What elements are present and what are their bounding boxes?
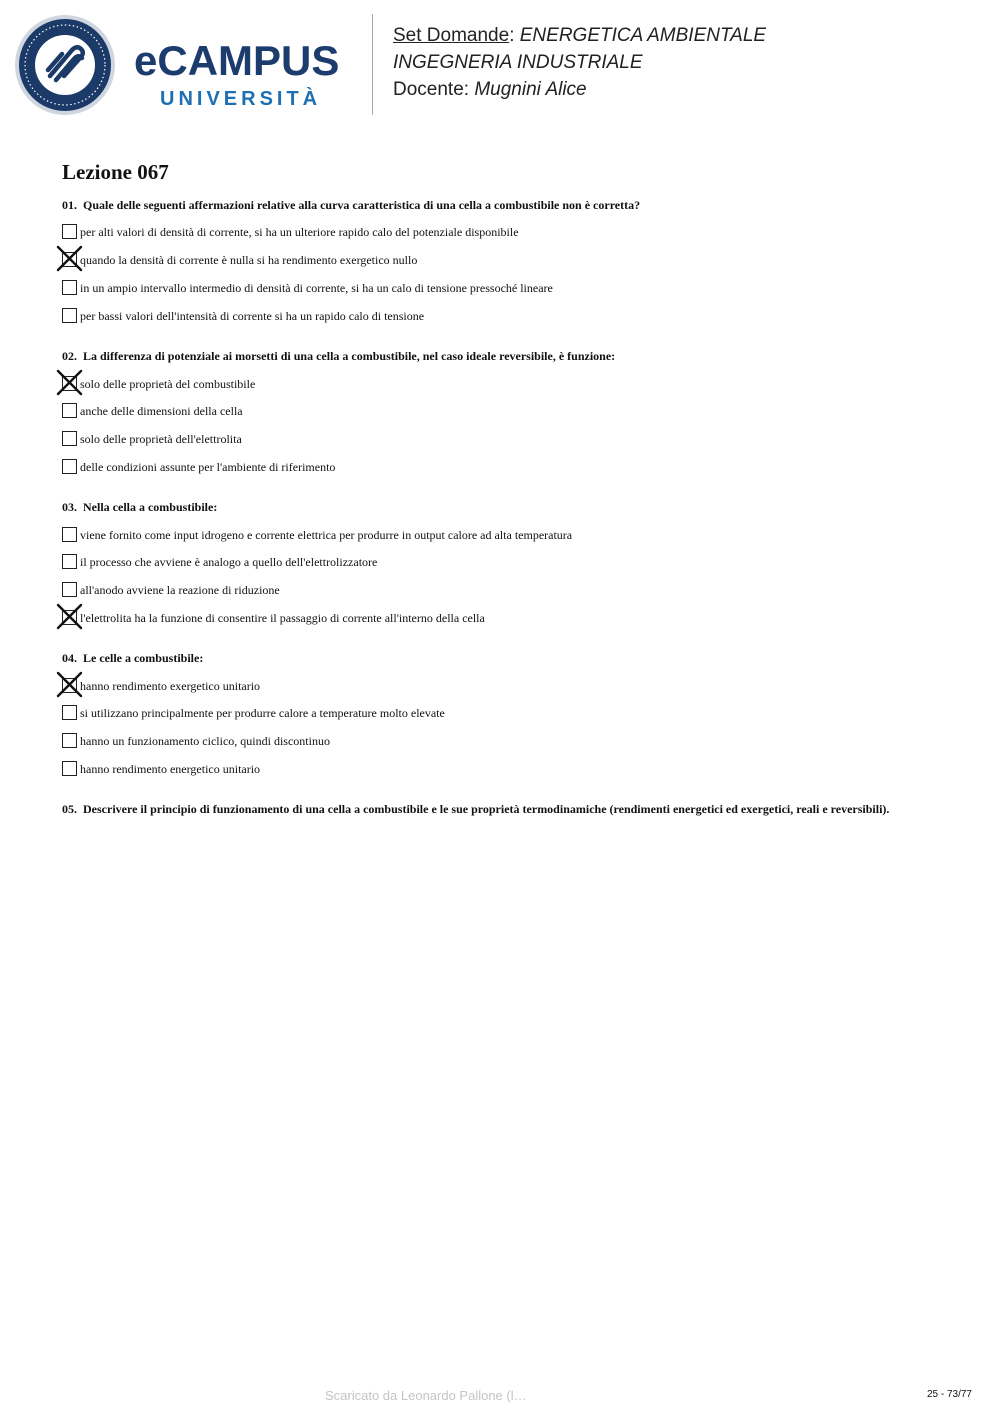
answer-option[interactable] — [62, 224, 882, 240]
question-text — [62, 198, 892, 212]
question-text — [62, 500, 892, 514]
set-separator: : — [509, 25, 515, 46]
question-number: 01. — [62, 198, 77, 212]
answer-checkbox[interactable] — [62, 733, 77, 748]
answer-option[interactable] — [62, 761, 882, 777]
brand-name: eCAMPUS — [134, 37, 340, 84]
answer-text: hanno un funzionamento ciclico, quindi discontinuo — [80, 734, 330, 748]
check-cross-icon — [56, 245, 83, 272]
answer-option[interactable] — [62, 554, 882, 570]
answer-checkbox[interactable] — [62, 308, 77, 323]
answer-text: anche delle dimensioni della cella — [80, 404, 243, 418]
answer-text: per bassi valori dell'intensità di corrente si ha un rapido calo di tensione — [80, 309, 425, 323]
question-text — [62, 349, 892, 363]
answer-checkbox[interactable] — [62, 554, 77, 569]
answer-option[interactable] — [62, 678, 882, 694]
answer-text: solo delle proprietà dell'elettrolita — [80, 432, 242, 446]
answer-checkbox[interactable] — [62, 705, 77, 720]
answer-text: l'elettrolita ha la funzione di consentire il passaggio di corrente all'interno della cella — [80, 611, 485, 625]
question-text — [62, 802, 892, 816]
answer-checkbox[interactable] — [62, 527, 77, 542]
teacher-label: Docente: — [393, 79, 470, 100]
answer-checkbox[interactable] — [62, 431, 77, 446]
answer-option[interactable] — [62, 582, 882, 598]
answer-option[interactable] — [62, 705, 882, 721]
check-cross-icon — [56, 369, 83, 396]
degree-name: INGEGNERIA INDUSTRIALE — [393, 52, 643, 73]
course-info — [393, 22, 983, 103]
answer-option[interactable] — [62, 733, 882, 749]
answer-option[interactable] — [62, 403, 882, 419]
answer-text: hanno rendimento exergetico unitario — [80, 679, 261, 693]
answer-checkbox[interactable] — [62, 582, 77, 597]
answer-checkbox[interactable] — [62, 761, 77, 776]
answer-text: quando la densità di corrente è nulla si ha rendimento exergetico nullo — [80, 253, 418, 267]
set-label: Set Domande — [393, 25, 510, 46]
teacher-line — [393, 76, 983, 103]
answer-text: per alti valori di densità di corrente, si ha un ulteriore rapido calo del potenziale disponibile — [80, 225, 519, 239]
question-body: Quale delle seguenti affermazioni relative alla curva caratteristica di una cella a combustibile non è corretta? — [83, 198, 641, 212]
answer-text: delle condizioni assunte per l'ambiente di riferimento — [80, 460, 336, 474]
lesson-title: Lezione 067 — [62, 160, 169, 184]
question-body: La differenza di potenziale ai morsetti di una cella a combustibile, nel caso ideale reversibile, è funzione: — [83, 349, 616, 363]
university-logo — [14, 14, 359, 116]
answer-text: all'anodo avviene la reazione di riduzione — [80, 583, 280, 597]
degree-line — [393, 49, 983, 76]
course-line — [393, 22, 983, 49]
question-number: 03. — [62, 500, 77, 514]
brand-subtitle: UNIVERSITÀ — [160, 88, 322, 110]
answer-text: il processo che avviene è analogo a quello dell'elettrolizzatore — [80, 555, 378, 569]
question-number: 04. — [62, 651, 77, 665]
answer-option[interactable] — [62, 376, 882, 392]
answer-text: solo delle proprietà del combustibile — [80, 377, 256, 391]
question-number: 02. — [62, 349, 77, 363]
answer-text: hanno rendimento energetico unitario — [80, 762, 261, 776]
answer-checkbox[interactable] — [62, 403, 77, 418]
answer-option[interactable] — [62, 527, 882, 543]
course-name: ENERGETICA AMBIENTALE — [519, 25, 767, 46]
teacher-name: Mugnini Alice — [474, 79, 587, 100]
question-number: 05. — [62, 802, 77, 816]
question-body: Descrivere il principio di funzionamento di una cella a combustibile e le sue proprietà termodinamiche (rendimenti energetici ed exergetici, reali e reversibili). — [83, 802, 890, 816]
answer-option[interactable] — [62, 459, 882, 475]
header-divider — [372, 14, 373, 115]
answer-option[interactable] — [62, 280, 882, 296]
check-cross-icon — [56, 603, 83, 630]
question-body: Nella cella a combustibile: — [83, 500, 218, 514]
answer-checkbox[interactable] — [62, 280, 77, 295]
answer-checkbox[interactable] — [62, 459, 77, 474]
question-text — [62, 651, 892, 665]
download-watermark: Scaricato da Leonardo Pallone (l… — [325, 1388, 527, 1403]
answer-text: viene fornito come input idrogeno e corrente elettrica per produrre in output calore ad alta temperatura — [80, 528, 573, 542]
brand-wordmark — [134, 37, 359, 110]
answer-text: si utilizzano principalmente per produrre calore a temperature molto elevate — [80, 706, 445, 720]
seal-icon — [14, 14, 116, 116]
answer-text: in un ampio intervallo intermedio di densità di corrente, si ha un calo di tensione pressoché lineare — [80, 281, 553, 295]
question-body: Le celle a combustibile: — [83, 651, 204, 665]
answer-option[interactable] — [62, 308, 882, 324]
check-cross-icon — [56, 671, 83, 698]
page-number: 25 - 73/77 — [926, 1389, 972, 1400]
answer-option[interactable] — [62, 252, 882, 268]
answer-checkbox[interactable] — [62, 224, 77, 239]
answer-option[interactable] — [62, 610, 882, 626]
answer-option[interactable] — [62, 431, 882, 447]
